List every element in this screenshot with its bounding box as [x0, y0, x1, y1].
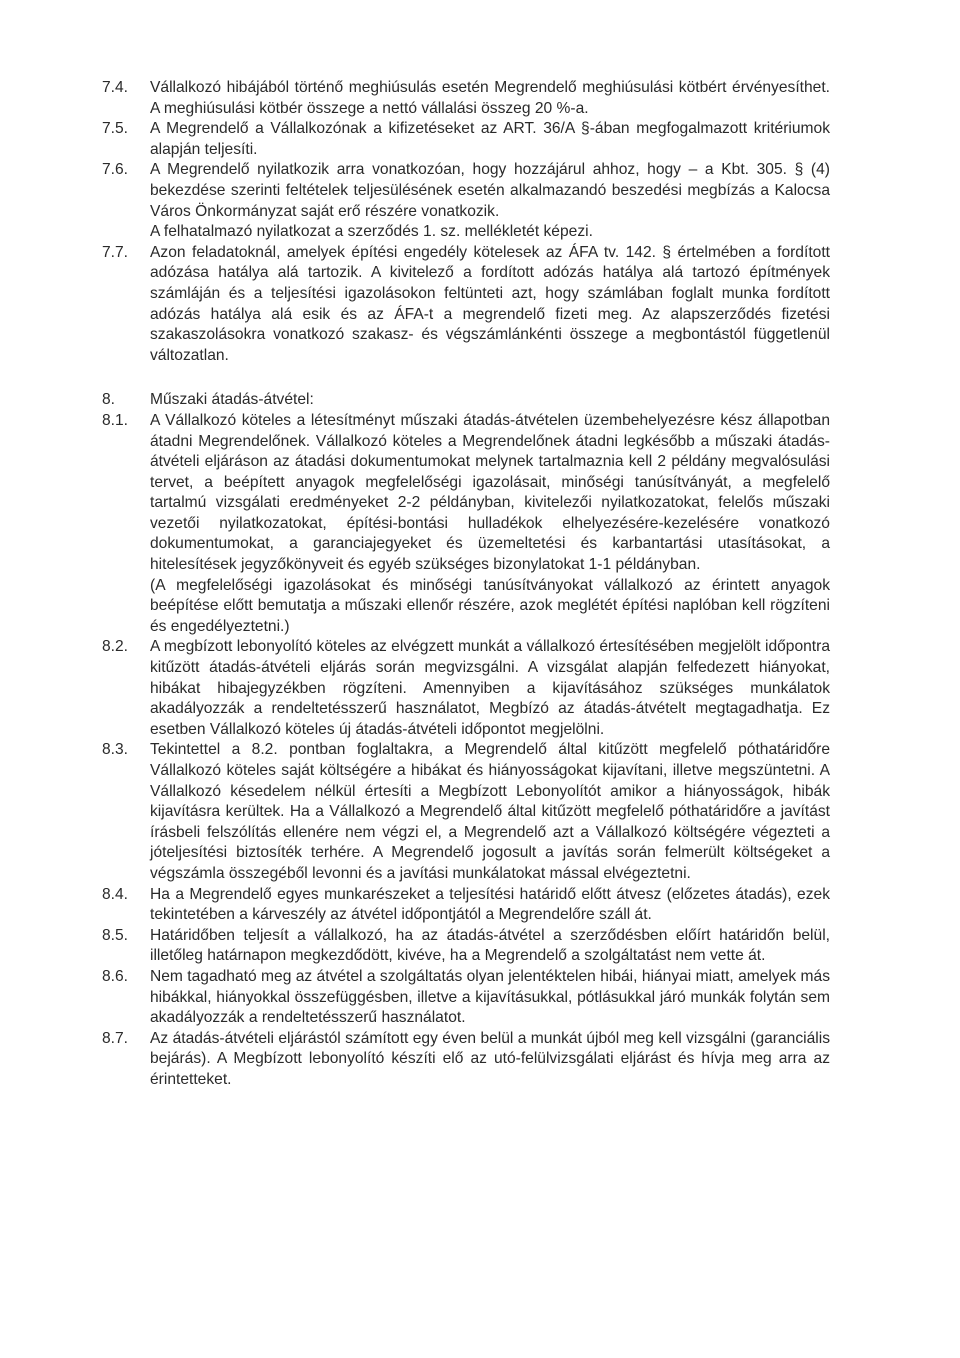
clause-text — [150, 160, 830, 242]
clause-paragraph: Ha a Megrendelő egyes munkarészeket a teljesítési határidő előtt átvesz (előzetes átadás), ezek tekintetében a kárveszély az átvétel időpontjától a Megrendelőre száll át. — [150, 885, 830, 924]
section-8-items — [102, 411, 830, 1091]
clause-8-1 — [102, 411, 830, 638]
clause-text — [150, 119, 830, 160]
clause-text — [150, 967, 830, 1029]
clause-8-4 — [102, 885, 830, 926]
clause-number: 7.4. — [102, 79, 129, 96]
clause-number: 8.1. — [102, 411, 129, 429]
clause-7-4 — [102, 78, 830, 119]
clause-paragraph: Azon feladatoknál, amelyek építési engedély kötelesek az ÁFA tv. 142. § értelmében a fordított adózása hatálya alá tartozik. A kivitelező a fordított adózás hatálya alá tartozó építmények számláján és a teljesítési igazolásokon feltünteti azt, hogy számlában foglalt munka fordított adózás hatálya alá esik és az ÁFA-t a megrendelő fizeti meg. Az alapszerződés fizetési szakaszolásokra vonatkozó szakasz- és végszámlánkénti összege a megbontástól függetlenül változatlan. — [150, 243, 830, 364]
clause-8-5 — [102, 926, 830, 967]
clause-paragraph: Nem tagadható meg az átvétel a szolgáltatás olyan jelentéktelen hibái, hiányai miatt, amelyek más hibákkal, hiányokkal összefüggésben, illetve a kijavításukkal, pótlásukkal járó munkák folytán sem akadályozzák a rendeltetésszerű használatot. — [150, 967, 830, 1027]
clause-paragraph: Vállalkozó hibájából történő meghiúsulás esetén Megrendelő meghiúsulási kötbért érvényesíthet. A meghiúsulási kötbér összege a nettó vállalási összeg 20 %-a. — [150, 79, 830, 117]
clause-number: 8.6. — [102, 967, 129, 985]
clause-number: 8.3. — [102, 741, 129, 759]
clause-paragraph: A Megrendelő nyilatkozik arra vonatkozóan, hogy hozzájárul ahhoz, hogy – a Kbt. 305. § (4) bekezdése szerinti feltételek teljesülésének esetén alkalmazandó beszedési megbízás a Kalocsa Város Önkormányzat saját erő részére vonatkozik. — [150, 161, 830, 220]
clause-number: 7.7. — [102, 243, 129, 261]
clause-number: 8.4. — [102, 885, 129, 903]
clause-paragraph: (A megfelelőségi igazolásokat és minőségi tanúsítványokat vállalkozó az érintett anyagok beépítése előtt bemutatja a műszaki ellenőr részére, azok meglétét építési naplóban kell rögzíteni és engedélyeztetni.) — [150, 576, 830, 635]
clause-8-2 — [102, 637, 830, 740]
clause-7-7 — [102, 243, 830, 367]
clause-7-5 — [102, 119, 830, 160]
clause-paragraph: A felhatalmazó nyilatkozat a szerződés 1. sz. mellékletét képezi. — [150, 223, 593, 241]
clause-text — [150, 926, 830, 967]
clause-number: 8.7. — [102, 1029, 129, 1047]
clause-text — [150, 740, 830, 884]
section-number: 8. — [102, 391, 116, 409]
clause-text — [150, 78, 830, 119]
clause-paragraph: Határidőben teljesít a vállalkozó, ha az átadás-átvétel a szerződésben előírt határidőn belül, illetőleg határnapon megkezdődött, kivéve, ha a Megrendelő a szolgáltatást nem vette át. — [150, 926, 830, 965]
clause-number: 7.5. — [102, 120, 129, 138]
clause-text — [150, 243, 830, 367]
clause-paragraph: A megbízott lebonyolító köteles az elvégzett munkát a vállalkozó értesítésében megjelölt időpontra kitűzött átadás-átvételi eljárás során megvizsgálni. A vizsgálat alapján felfedezett hiányokat, hibákat hibajegyzékben rögzíteni. Amennyiben a kijavításához szükséges munkálatok akadályozzák a rendeltetésszerű használatot, Megbízó az átadás-átvételt megtagadhatja. Ez esetben Vállalkozó köteles új átadás-átvételi időpontot megjelölni. — [150, 638, 830, 738]
clause-number: 8.2. — [102, 638, 129, 656]
clause-paragraph: Tekintettel a 8.2. pontban foglaltakra, a Megrendelő által kitűzött megfelelő póthatáridőre Vállalkozó köteles saját költségére a hibákat és hiányosságokat kijavítani, illetve megszüntetni. A Vállalkozó késedelem nélkül értesíti a Megbízott Lebonyolítót amikor a hiányosságok, hibák kijavításra kerültek. Ha a Vállalkozó a Megrendelő által kitűzött megfelelő póthatáridőre a javítást írásbeli felszólítás ellenére nem végzi el, a Megrendelő azt a Vállalkozó költségére végezteti a jóteljesítési biztosíték terhére. A Megrendelő jogosult a javítás során felmerült költségeket a végszámla összegéből levonni és a javítási munkálatokat mással elvégeztetni. — [150, 741, 830, 882]
clause-text — [150, 885, 830, 926]
clause-paragraph: Az átadás-átvételi eljárástól számított egy éven belül a munkát újból meg kell vizsgálni (garanciális bejárás). A Megbízott lebonyolító készíti elő az utó-felülvizsgálati eljárást és hívja meg arra az érintetteket. — [150, 1029, 830, 1088]
clause-text — [150, 411, 830, 638]
clause-number: 8.5. — [102, 926, 129, 944]
clause-paragraph: A Vállalkozó köteles a létesítményt műszaki átadás-átvételen üzembehelyezésre kész állapotban átadni Megrendelőnek. Vállalkozó köteles a Megrendelőnek átadni legkésőbb a műszaki átadás-átvételi eljáráson az átadási dokumentumokat melynek tartalmaznia kell 2 példány megvalósulási tervet, a beépített anyagok megfelelőségi igazolásait, minőségi tanúsítványát, a megfelelő tartalmú vizsgálati eredményeket 2-2 példányban, kivitelezői nyilatkozatokat, felelős műszaki vezetői nyilatkozatokat, építési-bontási hulladékok elhelyezésére-kezelésére vonatkozó dokumentumokat, a garanciajegyeket és üzemeltetési és karbantartási utasításokat, a hitelesítések jegyzőkönyveit és egyéb szükséges bizonylatokat 1-1 példányban. — [150, 411, 830, 574]
section-8-heading — [102, 390, 830, 411]
clause-8-7 — [102, 1029, 830, 1091]
clause-8-3 — [102, 740, 830, 884]
clause-8-6 — [102, 967, 830, 1029]
clause-text — [150, 637, 830, 740]
clause-paragraph: A Megrendelő a Vállalkozónak a kifizetéseket az ART. 36/A §-ában megfogalmazott kritériumok alapján teljesíti. — [150, 120, 830, 158]
clause-7-6 — [102, 160, 830, 242]
clause-text — [150, 1029, 830, 1091]
clause-number: 7.6. — [102, 161, 129, 179]
section-title: Műszaki átadás-átvétel: — [150, 391, 314, 409]
section-7-items — [102, 78, 830, 366]
